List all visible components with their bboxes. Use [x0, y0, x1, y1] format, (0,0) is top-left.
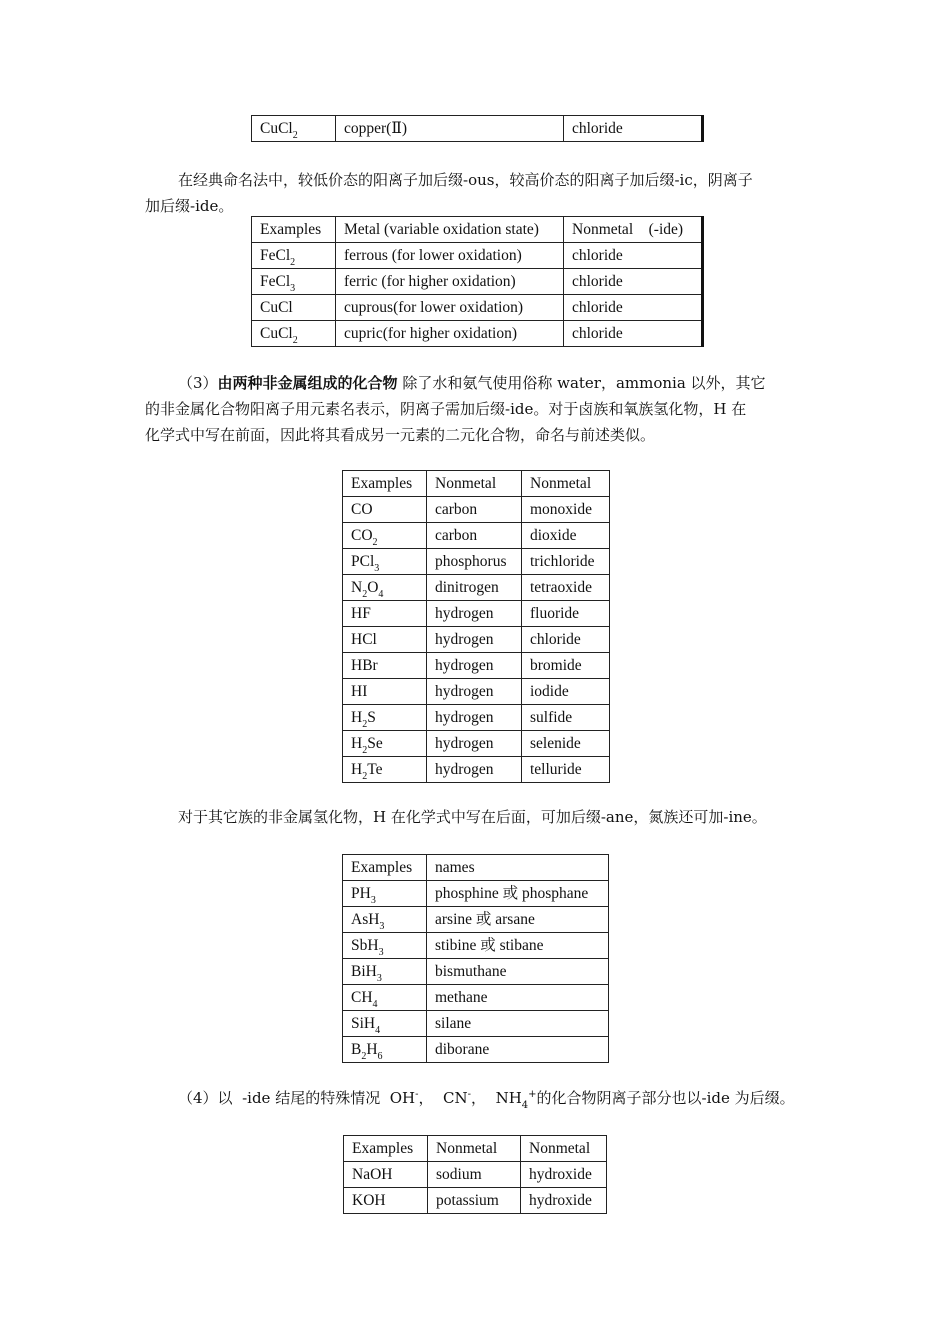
- nonmetal-cell: chloride: [564, 116, 703, 142]
- name-cell: stibine 或 stibane: [427, 933, 609, 959]
- table-classic-naming: [251, 216, 704, 347]
- formula-main: HBr: [351, 657, 378, 674]
- formula-main: BiH: [351, 963, 377, 980]
- table-row: [343, 653, 610, 679]
- formula-sub: 3: [378, 947, 384, 958]
- table-binary-nonmetal: [342, 470, 610, 783]
- formula-sub: 2: [362, 719, 368, 730]
- formula-sub: 2: [362, 771, 368, 782]
- table-row: [343, 679, 610, 705]
- formula-main: CO: [351, 527, 373, 544]
- table-row: [343, 1011, 609, 1037]
- nonmetal-cell: chloride: [564, 269, 703, 295]
- table-hydrides: [342, 854, 609, 1063]
- table-body: [344, 1162, 607, 1214]
- formula-cell: [343, 523, 427, 549]
- column-header: Examples: [344, 1136, 428, 1162]
- column-header: Nonmetal: [427, 471, 522, 497]
- formula-main: H: [351, 735, 363, 752]
- formula-cell: [343, 933, 427, 959]
- formula-main: SiH: [351, 1015, 376, 1032]
- name-cell: bismuthane: [427, 959, 609, 985]
- nonmetal-cell: chloride: [564, 243, 703, 269]
- formula-sub: 2: [361, 1051, 367, 1062]
- section-4-text-b: ， CN: [418, 1089, 468, 1107]
- first-nonmetal-cell: phosphorus: [427, 549, 522, 575]
- section-4-text-c: ， NH: [471, 1089, 522, 1107]
- paragraph-line: 对于其它族的非金属氢化物，H 在化学式中写在后面，可加后缀-ane，氮族还可加-ine。: [178, 808, 767, 826]
- second-nonmetal-cell: tetraoxide: [522, 575, 610, 601]
- formula-main: SbH: [351, 937, 379, 954]
- formula-cell: [343, 497, 427, 523]
- formula-main: CuCl: [260, 120, 293, 137]
- paragraph-line: 加后缀-ide。: [145, 197, 234, 215]
- second-nonmetal-cell: telluride: [522, 757, 610, 783]
- formula-cell: [252, 269, 336, 295]
- formula-main: S: [367, 709, 376, 726]
- formula-sub: 3: [290, 283, 296, 294]
- formula-sub: 2: [290, 257, 296, 268]
- column-header: names: [427, 855, 609, 881]
- first-nonmetal-cell: hydrogen: [427, 731, 522, 757]
- formula-main: Te: [367, 761, 383, 778]
- section-3-line1-rest: 除了水和氨气使用俗称 water，ammonia 以外，其它: [402, 374, 766, 392]
- nonmetal-cell: chloride: [564, 321, 703, 347]
- column-header: Metal (variable oxidation state): [336, 217, 564, 243]
- first-nonmetal-cell: hydrogen: [427, 653, 522, 679]
- first-nonmetal-cell: carbon: [427, 523, 522, 549]
- formula-main: FeCl: [260, 273, 291, 290]
- paragraph-line: 在经典命名法中，较低价态的阳离子加后缀-ous，较高价态的阳离子加后缀-ic，阴离子: [178, 171, 753, 189]
- second-nonmetal-cell: hydroxide: [521, 1188, 607, 1214]
- formula-cell: [343, 679, 427, 705]
- formula-cell: [252, 321, 336, 347]
- formula-cell: [343, 653, 427, 679]
- formula-cell: [343, 1037, 427, 1063]
- formula-cell: [344, 1162, 428, 1188]
- table-row: [252, 243, 703, 269]
- first-nonmetal-cell: hydrogen: [427, 627, 522, 653]
- formula-main: Se: [367, 735, 383, 752]
- formula-sub: 2: [362, 745, 368, 756]
- formula-sub: 4: [372, 999, 378, 1010]
- formula-main: CH: [351, 989, 373, 1006]
- formula-sub: 2: [292, 335, 298, 346]
- table-row: [343, 985, 609, 1011]
- table-header-row: [343, 855, 609, 881]
- second-nonmetal-cell: selenide: [522, 731, 610, 757]
- metal-cell: cupric(for higher oxidation): [336, 321, 564, 347]
- formula-cell: [343, 575, 427, 601]
- formula-main: PH: [351, 885, 371, 902]
- table-row: [343, 549, 610, 575]
- second-nonmetal-cell: chloride: [522, 627, 610, 653]
- table-body: [343, 881, 609, 1063]
- metal-cell: cuprous(for lower oxidation): [336, 295, 564, 321]
- table-row: [344, 1188, 607, 1214]
- formula-sub: 2: [362, 589, 368, 600]
- formula-cell: [252, 295, 336, 321]
- table-row: [344, 1162, 607, 1188]
- formula-sub: 2: [292, 130, 298, 141]
- formula-main: CO: [351, 501, 373, 518]
- table-row: [343, 601, 610, 627]
- first-nonmetal-cell: hydrogen: [427, 757, 522, 783]
- paragraph-section-3: [145, 370, 815, 448]
- first-nonmetal-cell: hydrogen: [427, 679, 522, 705]
- paragraph-line: 的非金属化合物阳离子用元素名表示，阴离子需加后缀-ide。对于卤族和氧族氢化物，H 在: [145, 400, 747, 418]
- paragraph-hydrides: [178, 804, 838, 830]
- formula-cell: [252, 116, 336, 142]
- formula-main: AsH: [351, 911, 380, 928]
- second-nonmetal-cell: bromide: [522, 653, 610, 679]
- column-header: Examples: [343, 855, 427, 881]
- table-header-row: [252, 217, 703, 243]
- paragraph-classic-naming: [145, 167, 815, 219]
- first-nonmetal-cell: hydrogen: [427, 705, 522, 731]
- column-header: Examples: [343, 471, 427, 497]
- second-nonmetal-cell: dioxide: [522, 523, 610, 549]
- formula-sub: 3: [379, 921, 385, 932]
- table-row: [343, 881, 609, 907]
- name-cell: arsine 或 arsane: [427, 907, 609, 933]
- metal-cell: ferrous (for lower oxidation): [336, 243, 564, 269]
- name-cell: diborane: [427, 1037, 609, 1063]
- formula-main: HI: [351, 683, 368, 700]
- formula-main: N: [351, 579, 363, 596]
- section-3-title: 由两种非金属组成的化合物: [217, 374, 398, 392]
- first-nonmetal-cell: dinitrogen: [427, 575, 522, 601]
- table-top-continued: [251, 115, 704, 142]
- subscript: 4: [521, 1100, 529, 1111]
- formula-cell: [344, 1188, 428, 1214]
- formula-cell: [343, 549, 427, 575]
- formula-main: PCl: [351, 553, 375, 570]
- section-3-label: （3）: [178, 374, 218, 392]
- table-row: [343, 523, 610, 549]
- formula-cell: [343, 907, 427, 933]
- table-row: [343, 757, 610, 783]
- formula-main: HCl: [351, 631, 377, 648]
- formula-cell: [343, 757, 427, 783]
- formula-cell: [343, 959, 427, 985]
- formula-cell: [343, 627, 427, 653]
- formula-cell: [343, 705, 427, 731]
- paragraph-section-4: [178, 1085, 838, 1111]
- superscript: -: [467, 1089, 472, 1100]
- formula-cell: [343, 601, 427, 627]
- formula-sub: 4: [375, 1025, 381, 1036]
- formula-main: FeCl: [260, 247, 291, 264]
- column-header: Examples: [252, 217, 336, 243]
- formula-cell: [252, 243, 336, 269]
- formula-sub: 3: [374, 563, 380, 574]
- formula-main: H: [351, 761, 363, 778]
- paragraph-line: 化学式中写在前面，因此将其看成另一元素的二元化合物，命名与前述类似。: [145, 426, 656, 444]
- formula-cell: [343, 985, 427, 1011]
- formula-main: H: [366, 1041, 378, 1058]
- table-row: [252, 269, 703, 295]
- table-row: [252, 116, 703, 142]
- formula-sub: 3: [370, 895, 376, 906]
- table-row: [252, 321, 703, 347]
- formula-main: NaOH: [352, 1166, 393, 1183]
- formula-main: CuCl: [260, 325, 293, 342]
- section-4-text-a: （4）以 -ide 结尾的特殊情况 OH: [178, 1089, 416, 1107]
- second-nonmetal-cell: iodide: [522, 679, 610, 705]
- table-row: [343, 575, 610, 601]
- table-row: [343, 627, 610, 653]
- table-header-row: [343, 471, 610, 497]
- formula-sub: 2: [372, 537, 378, 548]
- second-nonmetal-cell: hydroxide: [521, 1162, 607, 1188]
- metal-cell: copper(Ⅱ): [336, 116, 564, 142]
- formula-main: B: [351, 1041, 362, 1058]
- formula-main: H: [351, 709, 363, 726]
- first-nonmetal-cell: sodium: [428, 1162, 521, 1188]
- section-4-text-d: 的化合物阴离子部分也以-ide 为后缀。: [536, 1089, 795, 1107]
- table-row: [343, 497, 610, 523]
- formula-cell: [343, 731, 427, 757]
- table-hydroxide: [343, 1135, 607, 1214]
- nonmetal-cell: chloride: [564, 295, 703, 321]
- column-header: Nonmetal: [522, 471, 610, 497]
- name-cell: silane: [427, 1011, 609, 1037]
- second-nonmetal-cell: fluoride: [522, 601, 610, 627]
- superscript: -: [415, 1089, 419, 1100]
- table-body: [343, 497, 610, 783]
- paragraph-line: [145, 370, 815, 396]
- table-row: [343, 705, 610, 731]
- formula-sub: 4: [378, 589, 384, 600]
- formula-sub: 3: [376, 973, 382, 984]
- first-nonmetal-cell: carbon: [427, 497, 522, 523]
- first-nonmetal-cell: potassium: [428, 1188, 521, 1214]
- column-header: Nonmetal (-ide): [564, 217, 703, 243]
- formula-main: O: [367, 579, 379, 596]
- table-row: [343, 731, 610, 757]
- formula-main: HF: [351, 605, 371, 622]
- table-row: [343, 959, 609, 985]
- formula-cell: [343, 1011, 427, 1037]
- superscript: +: [528, 1089, 537, 1100]
- table-row: [343, 907, 609, 933]
- first-nonmetal-cell: hydrogen: [427, 601, 522, 627]
- formula-main: CuCl: [260, 299, 293, 316]
- name-cell: methane: [427, 985, 609, 1011]
- metal-cell: ferric (for higher oxidation): [336, 269, 564, 295]
- table-row: [343, 1037, 609, 1063]
- formula-main: KOH: [352, 1192, 386, 1209]
- table-row: [252, 295, 703, 321]
- table-row: [343, 933, 609, 959]
- second-nonmetal-cell: monoxide: [522, 497, 610, 523]
- column-header: Nonmetal: [428, 1136, 521, 1162]
- formula-cell: [343, 881, 427, 907]
- table-header-row: [344, 1136, 607, 1162]
- second-nonmetal-cell: sulfide: [522, 705, 610, 731]
- second-nonmetal-cell: trichloride: [522, 549, 610, 575]
- name-cell: phosphine 或 phosphane: [427, 881, 609, 907]
- formula-sub: 6: [377, 1051, 383, 1062]
- column-header: Nonmetal: [521, 1136, 607, 1162]
